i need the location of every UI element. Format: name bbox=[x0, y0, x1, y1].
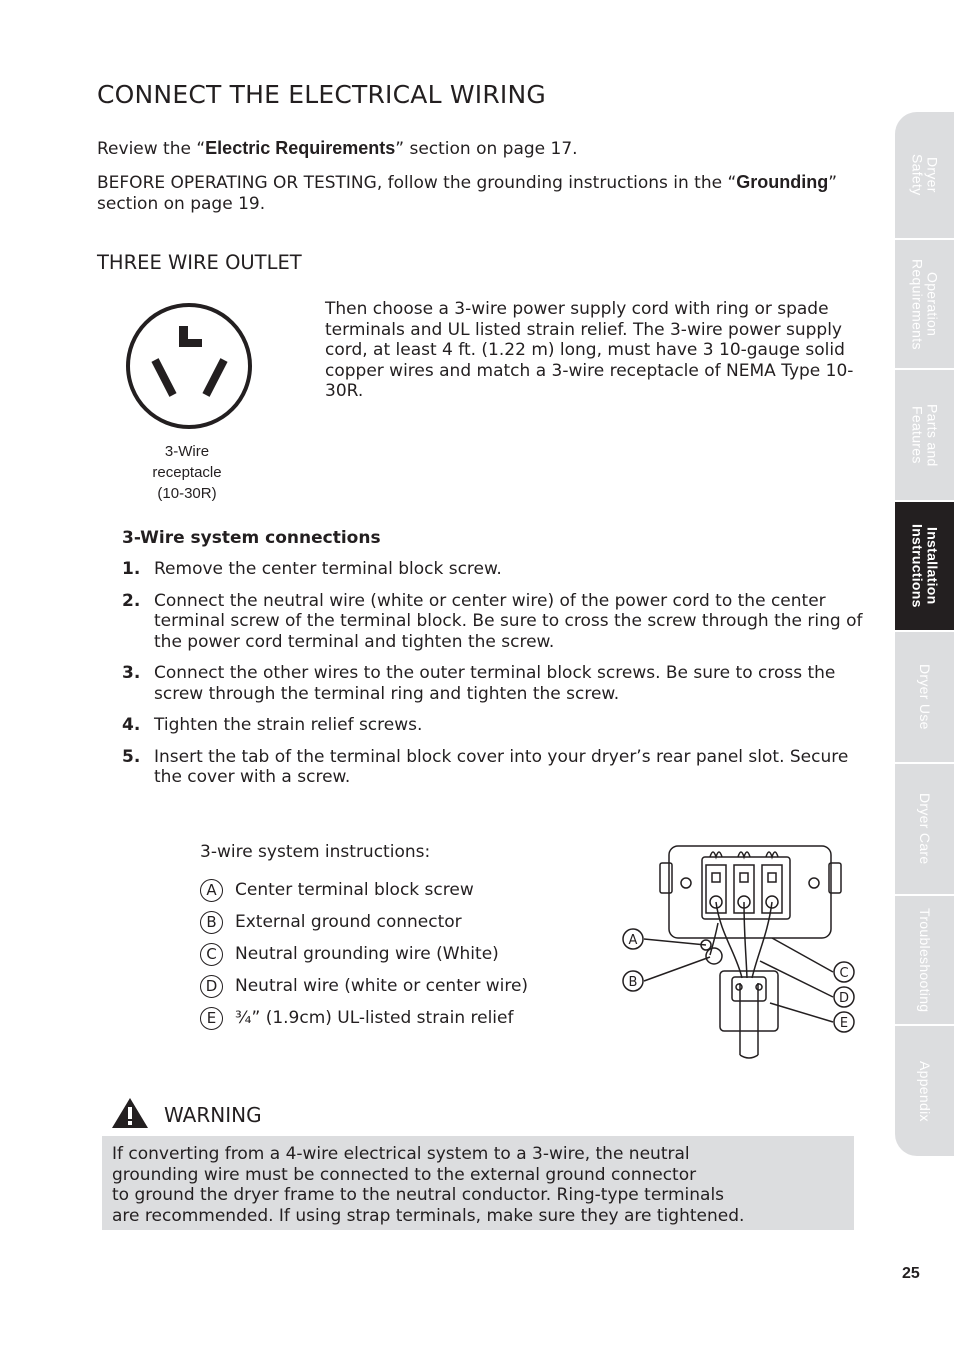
side-tab-appendix[interactable] bbox=[895, 1026, 954, 1156]
legend-text: Neutral wire (white or center wire) bbox=[235, 976, 529, 996]
side-tab-parts-and-features[interactable] bbox=[895, 370, 954, 502]
warning-line: to ground the dryer frame to the neutral conductor. Ring-type terminals bbox=[112, 1185, 725, 1205]
side-tab-label bbox=[917, 1061, 932, 1122]
side-tab-dryer-care[interactable] bbox=[895, 764, 954, 896]
legend-item bbox=[200, 874, 620, 906]
receptacle-caption bbox=[117, 441, 257, 504]
connection-steps bbox=[122, 559, 872, 799]
step-text: Insert the tab of the terminal block cover into your dryer’s rear panel slot. Secure the cover with a screw. bbox=[154, 746, 849, 787]
side-tab-label-line: Operation bbox=[924, 271, 941, 337]
legend-item bbox=[200, 1002, 620, 1034]
side-tab-label bbox=[910, 259, 940, 350]
side-tab-label-line: Troubleshooting bbox=[917, 907, 933, 1013]
side-tab-label bbox=[917, 908, 932, 1012]
review-text-post: ” section on page 17. bbox=[395, 139, 578, 159]
side-tab-label-line: Safety bbox=[909, 154, 926, 196]
step-item bbox=[122, 591, 872, 653]
side-tab-label-line: Instructions bbox=[909, 524, 926, 608]
section-heading-three-wire-outlet: THREE WIRE OUTLET bbox=[97, 251, 302, 274]
caption-line: receptacle bbox=[152, 464, 222, 481]
caption-line: 3-Wire bbox=[164, 443, 210, 460]
warning-line: are recommended. If using strap terminals, make sure they are tightened. bbox=[112, 1205, 745, 1226]
legend-letter-badge: A bbox=[200, 879, 223, 902]
step-text: Connect the other wires to the outer terminal block screws. Be sure to cross the screw through the terminal ring and tighten the screw. bbox=[154, 663, 836, 704]
side-tab-dryer-safety[interactable] bbox=[895, 112, 954, 240]
diagram-callout-letter: B bbox=[628, 975, 638, 990]
review-text-pre: Review the “ bbox=[97, 139, 206, 159]
step-text: Connect the neutral wire (white or center wire) of the power cord to the center terminal screw of the terminal block. Be sure to cross the screw through the ring of the power cord terminal and tighten the screw. bbox=[154, 590, 863, 652]
diagram-callout-letter: E bbox=[839, 1016, 849, 1031]
step-number: 3. bbox=[122, 663, 141, 683]
side-tab-installation-instructions[interactable] bbox=[895, 502, 954, 632]
step-item bbox=[122, 663, 872, 704]
step-number: 5. bbox=[122, 746, 141, 767]
step-text: Tighten the strain relief screws. bbox=[154, 715, 423, 735]
side-tab-label bbox=[917, 664, 932, 730]
warning-message-box bbox=[102, 1136, 854, 1230]
step-number: 2. bbox=[122, 590, 141, 611]
side-tab-label bbox=[910, 154, 940, 196]
warning-line: If converting from a 4-wire electrical system to a 3-wire, the neutral bbox=[112, 1144, 690, 1164]
legend-text: ¾” (1.9cm) UL-listed strain relief bbox=[235, 1008, 514, 1028]
legend-letter-badge: E bbox=[200, 1007, 223, 1030]
legend-item bbox=[200, 938, 620, 970]
warning-triangle-icon bbox=[110, 1096, 150, 1130]
side-tab-dryer-use[interactable] bbox=[895, 632, 954, 764]
electric-requirements-link-text: Electric Requirements bbox=[205, 138, 396, 158]
step-item bbox=[122, 747, 872, 788]
intro-paragraph-grounding bbox=[97, 172, 857, 214]
step-number: 1. bbox=[122, 559, 141, 579]
legend-item bbox=[200, 970, 620, 1002]
side-tab-label-line: Dryer bbox=[924, 157, 941, 193]
grounding-link-text: Grounding bbox=[736, 172, 829, 192]
intro-paragraph-review bbox=[97, 138, 578, 160]
legend-heading: 3-wire system instructions: bbox=[200, 842, 431, 862]
page-number: 25 bbox=[902, 1265, 920, 1282]
grounding-text-post: ” section on page 19. bbox=[97, 173, 838, 214]
step-item bbox=[122, 715, 872, 736]
caption-line: (10-30R) bbox=[157, 485, 217, 502]
warning-header bbox=[110, 1096, 262, 1130]
side-tab-operation-requirements[interactable] bbox=[895, 240, 954, 370]
diagram-callout-letter: D bbox=[838, 991, 850, 1006]
side-tab-label bbox=[917, 793, 932, 864]
side-tab-label bbox=[910, 404, 940, 467]
wiring-legend bbox=[200, 842, 620, 1034]
side-tab-label-line: Dryer Use bbox=[917, 664, 933, 730]
side-tab-troubleshooting[interactable] bbox=[895, 896, 954, 1026]
legend-letter-badge: D bbox=[200, 975, 223, 998]
connections-heading: 3-Wire system connections bbox=[122, 528, 381, 548]
step-item bbox=[122, 559, 872, 580]
side-tab-label-line: Installation bbox=[924, 527, 941, 605]
legend-item bbox=[200, 906, 620, 938]
legend-text: Center terminal block screw bbox=[235, 880, 474, 900]
page-title: CONNECT THE ELECTRICAL WIRING bbox=[97, 80, 546, 109]
diagram-callout-letter: A bbox=[628, 933, 638, 948]
legend-letter-badge: C bbox=[200, 943, 223, 966]
side-tab-label-line: Features bbox=[909, 406, 926, 464]
side-tab-label-line: Dryer Care bbox=[917, 793, 933, 865]
legend-text: Neutral grounding wire (White) bbox=[235, 944, 499, 964]
warning-line: grounding wire must be connected to the external ground connector bbox=[112, 1164, 697, 1185]
side-tab-label-line: Appendix bbox=[917, 1060, 933, 1122]
warning-title: WARNING bbox=[164, 1103, 262, 1127]
step-number: 4. bbox=[122, 715, 141, 735]
power-cord-description: Then choose a 3-wire power supply cord with ring or spade terminals and UL listed strain relief. The 3-wire power supply cord, at least 4 ft. (1.22 m) long, must have 3 10-gauge solid copper wires and match a 3-wire receptacle of NEMA Type 10-30R. bbox=[325, 299, 854, 401]
three-wire-receptacle-icon bbox=[123, 300, 255, 432]
section-tabs bbox=[895, 112, 954, 1156]
diagram-callout-letter: C bbox=[839, 966, 849, 981]
grounding-text-pre: BEFORE OPERATING OR TESTING, follow the grounding instructions in the “ bbox=[97, 173, 737, 193]
side-tab-label-line: Requirements bbox=[909, 258, 926, 350]
terminal-block-wiring-diagram bbox=[620, 843, 860, 1061]
side-tab-label-line: Parts and bbox=[924, 403, 941, 467]
legend-text: External ground connector bbox=[235, 912, 462, 932]
legend-letter-badge: B bbox=[200, 911, 223, 934]
side-tab-label bbox=[910, 524, 940, 608]
step-text: Remove the center terminal block screw. bbox=[154, 559, 502, 579]
